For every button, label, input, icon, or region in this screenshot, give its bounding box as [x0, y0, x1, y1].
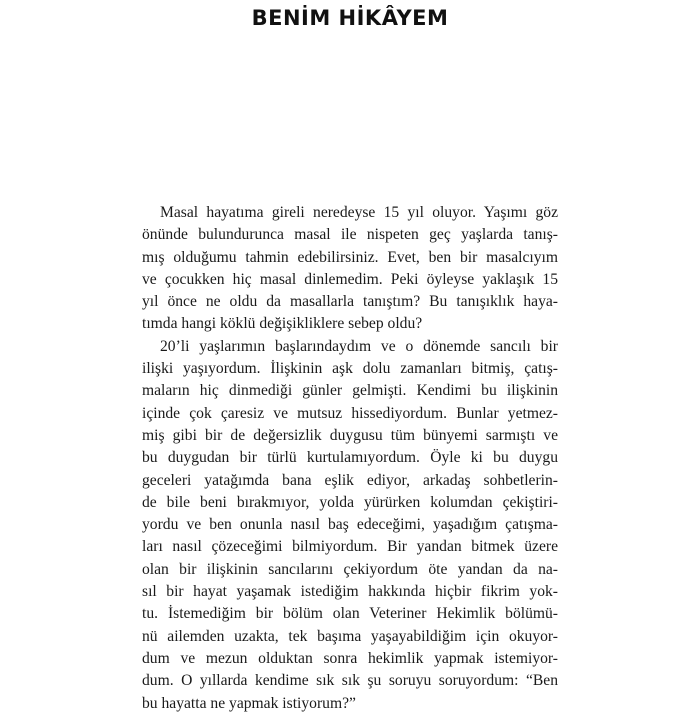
body-text — [142, 202, 558, 715]
text-line: tımda hangi köklü değişikliklere sebep oldu? — [142, 315, 423, 333]
text-line: maların hiç dinmediği günler gelmişti. Kendimi bu ilişkinin — [142, 382, 558, 400]
text-line: bu duygudan bir türlü kurtulamıyordum. Öyle ki bu duygu — [142, 449, 558, 467]
text-line: Masal hayatıma gireli neredeyse 15 yıl oluyor. Yaşımı göz — [160, 204, 558, 221]
text-line: geceleri yatağımda bana eşlik ediyor, arkadaş sohbetlerin- — [142, 471, 558, 489]
text-line: de bile beni bırakmıyor, yolda yürürken kolumdan çekiştiri- — [142, 493, 558, 511]
text-line: sıl bir hayat yaşamak istediğim hakkında hiçbir fikrim yok- — [142, 583, 558, 601]
text-line: nü ailemden uzakta, tek başıma yaşayabildiğim için okuyor- — [142, 627, 558, 645]
chapter-title: BENİM HİKÂYEM — [251, 6, 449, 30]
text-line: ilişki yaşıyordum. İlişkinin aşk dolu zamanları bitmiş, çatış- — [142, 360, 558, 378]
text-line: ları nasıl çözeceğimi bilmiyordum. Bir yandan bitmek üzere — [142, 538, 558, 556]
text-line: 20’li yaşlarımın başlarındaydım ve o dönemde sancılı bir — [160, 337, 558, 355]
text-line: tu. İstemediğim bir bölüm olan Veteriner Hekimlik bölümü- — [142, 605, 558, 623]
text-line: dum. O yıllarda kendime sık sık şu soruyu soruyordum: “Ben — [142, 672, 558, 690]
text-line: mış olduğumu tahmin edebilirsiniz. Evet, ben bir masalcıyım — [142, 248, 558, 266]
text-line: içinde çok çaresiz ve mutsuz hissediyordum. Bunlar yetmez- — [142, 404, 558, 422]
text-line: bu hayatta ne yapmak istiyorum?” — [142, 694, 356, 712]
text-line: ve çocukken hiç masal dinlemedim. Peki öyleyse yaklaşık 15 — [142, 270, 558, 288]
text-line: önünde bulundurunca masal ile nispeten geç yaşlarda tanış- — [142, 226, 558, 244]
text-line: miş gibi bir de değersizlik duygusu tüm bünyemi sarmıştı ve — [142, 426, 558, 444]
text-line: yıl önce ne oldu da masallarla tanıştım? Bu tanışıklık haya- — [142, 293, 558, 311]
text-line: yordu ve ben onunla nasıl baş edeceğimi, yaşadığım çatışma- — [142, 516, 558, 534]
text-line: dum ve mezun olduktan sonra hekimlik yapmak istemiyor- — [142, 649, 558, 667]
text-line: olan bir ilişkinin sancılarını çekiyordum öte yandan da na- — [142, 560, 558, 578]
